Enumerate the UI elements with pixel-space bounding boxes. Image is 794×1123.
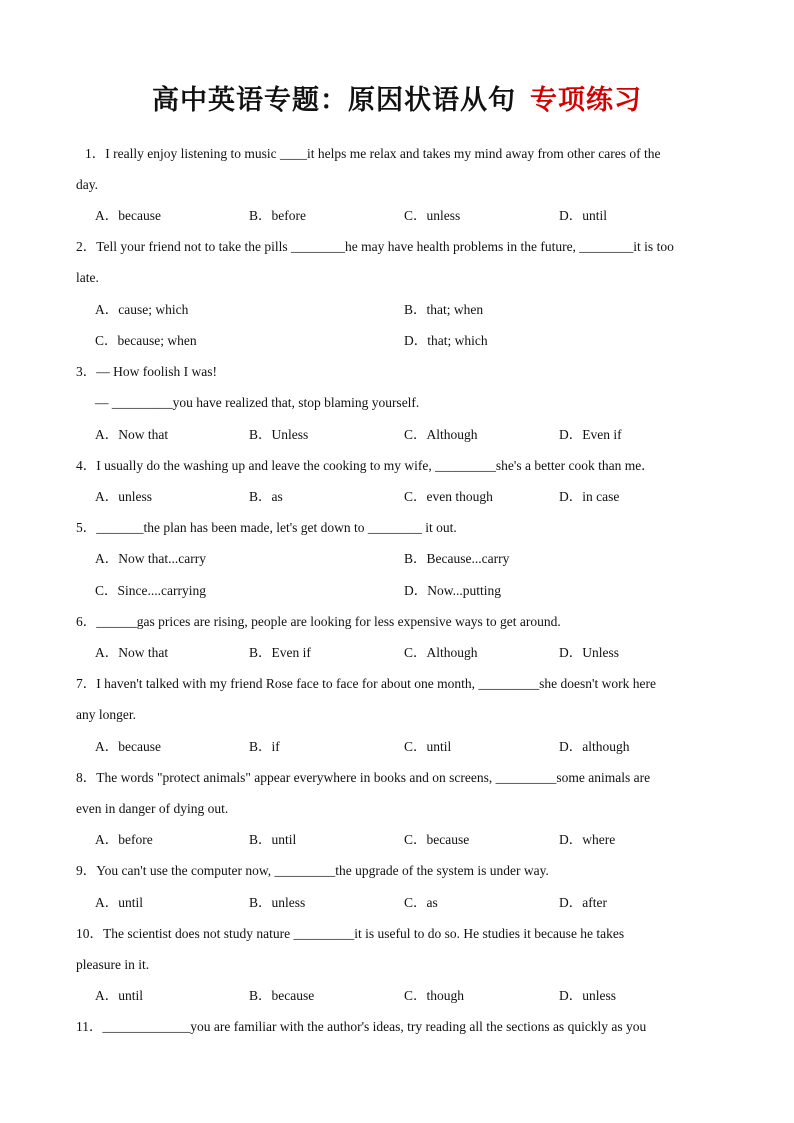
question-2-text-cont: late. — [76, 270, 99, 285]
question-7-option-b: B．if — [249, 739, 280, 754]
question-6-option-d: D．Unless — [559, 645, 619, 660]
question-8-option-d: D．where — [559, 832, 616, 847]
question-1-option-b: B．before — [249, 208, 306, 223]
question-6-option-b: B．Even if — [249, 645, 311, 660]
question-7-option-c: C．until — [404, 739, 452, 754]
page-title — [0, 78, 794, 117]
question-9-option-b: B．unless — [249, 895, 306, 910]
question-1-option-a: A．because — [95, 208, 161, 223]
question-2-option-b: B．that; when — [404, 302, 484, 317]
question-10-option-b: B．because — [249, 988, 315, 1003]
title-main: 高中英语专题：原因状语从句 — [152, 85, 516, 116]
question-1-option-c: C．unless — [404, 208, 461, 223]
question-7-option-d: D．although — [559, 739, 630, 754]
question-3-option-b: B．Unless — [249, 427, 309, 442]
question-10-option-a: A．until — [95, 988, 144, 1003]
question-4-option-c: C．even though — [404, 489, 493, 504]
question-2-option-d: D．that; which — [404, 333, 488, 348]
question-5-option-c: C．Since....carrying — [95, 583, 206, 598]
question-8-option-c: C．because — [404, 832, 470, 847]
question-2-option-a: A．cause; which — [95, 302, 189, 317]
question-6-option-c: C．Although — [404, 645, 478, 660]
question-5-option-d: D．Now...putting — [404, 583, 501, 598]
question-6-text: 6．______gas prices are rising, people are looking for less expensive ways to get around. — [76, 614, 561, 629]
question-9-option-d: D．after — [559, 895, 607, 910]
question-8-option-b: B．until — [249, 832, 297, 847]
question-1-text-cont: day. — [76, 177, 98, 192]
question-1-text: 1．I really enjoy listening to music ____it helps me relax and takes my mind away from other cares of the — [85, 146, 661, 161]
question-8-option-a: A．before — [95, 832, 153, 847]
question-9-option-c: C．as — [404, 895, 438, 910]
question-7-text-cont: any longer. — [76, 707, 136, 722]
question-3-option-a: A．Now that — [95, 427, 169, 442]
title-accent: 专项练习 — [530, 85, 642, 116]
question-2-text: 2．Tell your friend not to take the pills ________he may have health problems in the future, ________it is too — [76, 239, 674, 254]
question-10-option-d: D．unless — [559, 988, 616, 1003]
question-3-text-cont: — _________you have realized that, stop blaming yourself. — [95, 395, 420, 410]
question-4-text: 4．I usually do the washing up and leave the cooking to my wife, _________she's a better cook than me． — [76, 458, 655, 473]
question-9-text: 9．You can't use the computer now, _________the upgrade of the system is under way. — [76, 863, 549, 878]
question-8-text: 8．The words "protect animals" appear everywhere in books and on screens, _________some animals are — [76, 770, 651, 785]
question-7-text: 7．I haven't talked with my friend Rose face to face for about one month, _________she doesn't work here — [76, 676, 656, 691]
question-7-option-a: A．because — [95, 739, 161, 754]
question-11-text: 11．_____________you are familiar with the author's ideas, try reading all the sections as quickly as you — [76, 1019, 647, 1034]
question-4-option-a: A．unless — [95, 489, 152, 504]
question-2-option-c: C．because; when — [95, 333, 197, 348]
question-8-text-cont: even in danger of dying out. — [76, 801, 229, 816]
question-4-option-d: D．in case — [559, 489, 620, 504]
question-3-option-d: D．Even if — [559, 427, 622, 442]
question-5-option-b: B．Because...carry — [404, 551, 510, 566]
question-3-option-c: C．Although — [404, 427, 478, 442]
question-10-text: 10．The scientist does not study nature _________it is useful to do so. He studies it because he takes — [76, 926, 625, 941]
question-6-option-a: A．Now that — [95, 645, 169, 660]
question-5-text: 5．_______the plan has been made, let's get down to ________ it out. — [76, 520, 457, 535]
question-3-text: 3．— How foolish I was! — [76, 364, 217, 379]
question-10-option-c: C．though — [404, 988, 465, 1003]
question-9-option-a: A．until — [95, 895, 144, 910]
question-10-text-cont: pleasure in it. — [76, 957, 150, 972]
question-5-option-a: A．Now that...carry — [95, 551, 206, 566]
question-4-option-b: B．as — [249, 489, 283, 504]
question-1-option-d: D．until — [559, 208, 608, 223]
